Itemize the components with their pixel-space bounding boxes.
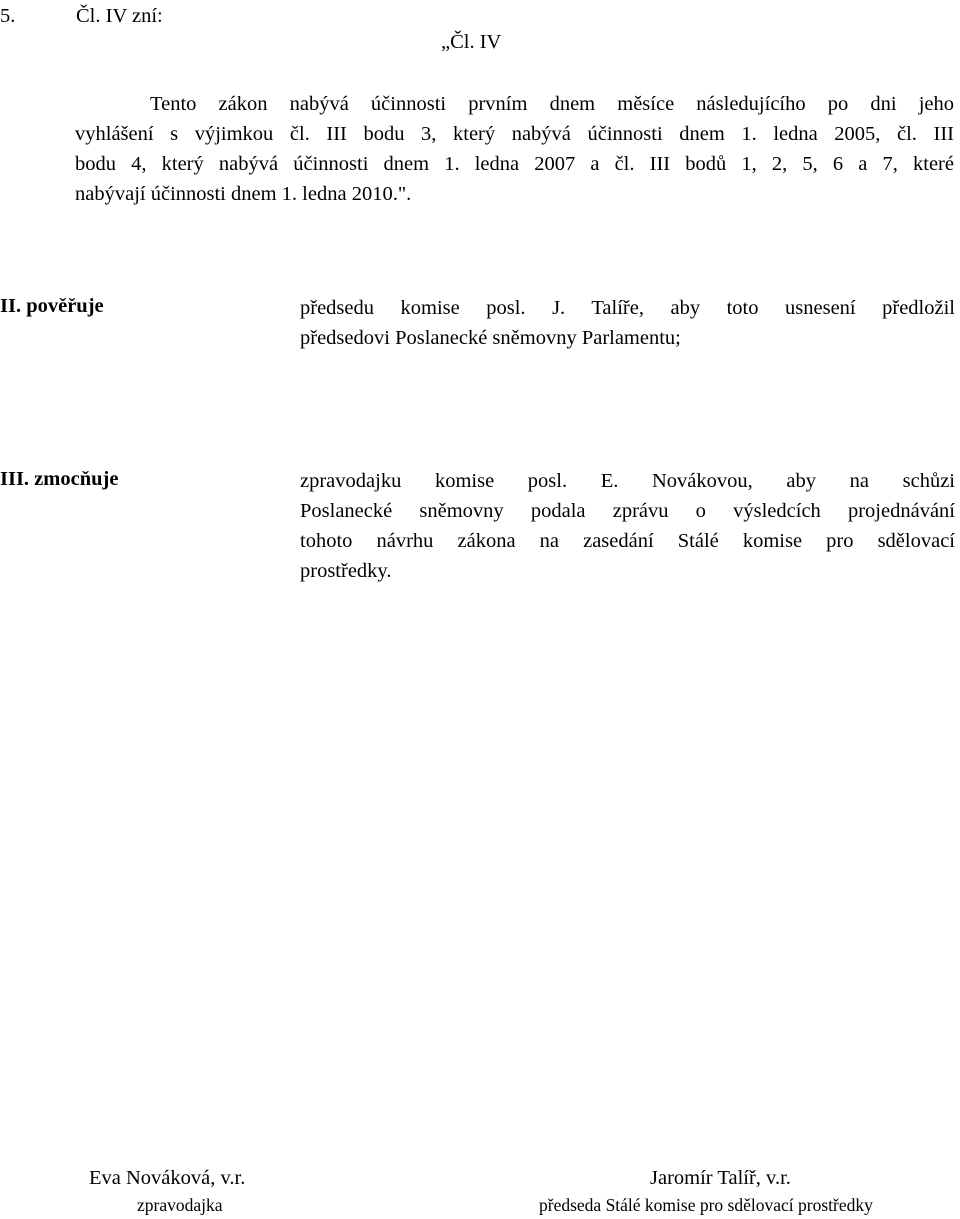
section-iii-line: zpravodajku komise posl. E. Novákovou, aby na schůzi [300, 470, 955, 492]
signature-left-role: zpravodajka [137, 1195, 223, 1215]
section-ii-line: předsedu komise posl. J. Talíře, aby toto usnesení předložil [300, 297, 955, 319]
paragraph-line: Tento zákon nabývá účinnosti prvním dnem měsíce následujícího po dni jeho [150, 93, 954, 115]
section-ii-line: předsedovi Poslanecké sněmovny Parlamentu; [300, 327, 681, 349]
item-number: 5. [0, 5, 16, 27]
section-iii-text [300, 466, 955, 586]
signature-right-name: Jaromír Talíř, v.r. [650, 1167, 791, 1189]
section-ii-text [300, 293, 955, 353]
paragraph-line: bodu 4, který nabývá účinnosti dnem 1. ledna 2007 a čl. III bodů 1, 2, 5, 6 a 7, které [75, 153, 954, 175]
section-ii-label: II. pověřuje [0, 295, 104, 317]
item-heading: Čl. IV zní: [76, 5, 163, 27]
signature-right-role: předseda Stálé komise pro sdělovací prostředky [539, 1195, 873, 1215]
paragraph-line: vyhlášení s výjimkou čl. III bodu 3, který nabývá účinnosti dnem 1. ledna 2005, čl. III [75, 123, 954, 145]
section-iii-line: tohoto návrhu zákona na zasedání Stálé komise pro sdělovací [300, 530, 955, 552]
section-iii-label: III. zmocňuje [0, 468, 119, 490]
signature-left-name: Eva Nováková, v.r. [89, 1167, 246, 1189]
article-paragraph [75, 89, 954, 209]
paragraph-line: nabývají účinnosti dnem 1. ledna 2010.". [75, 183, 412, 205]
section-iii-line: prostředky. [300, 560, 392, 582]
quote-heading: „Čl. IV [441, 31, 502, 53]
section-iii-line: Poslanecké sněmovny podala zprávu o výsledcích projednávání [300, 500, 955, 522]
